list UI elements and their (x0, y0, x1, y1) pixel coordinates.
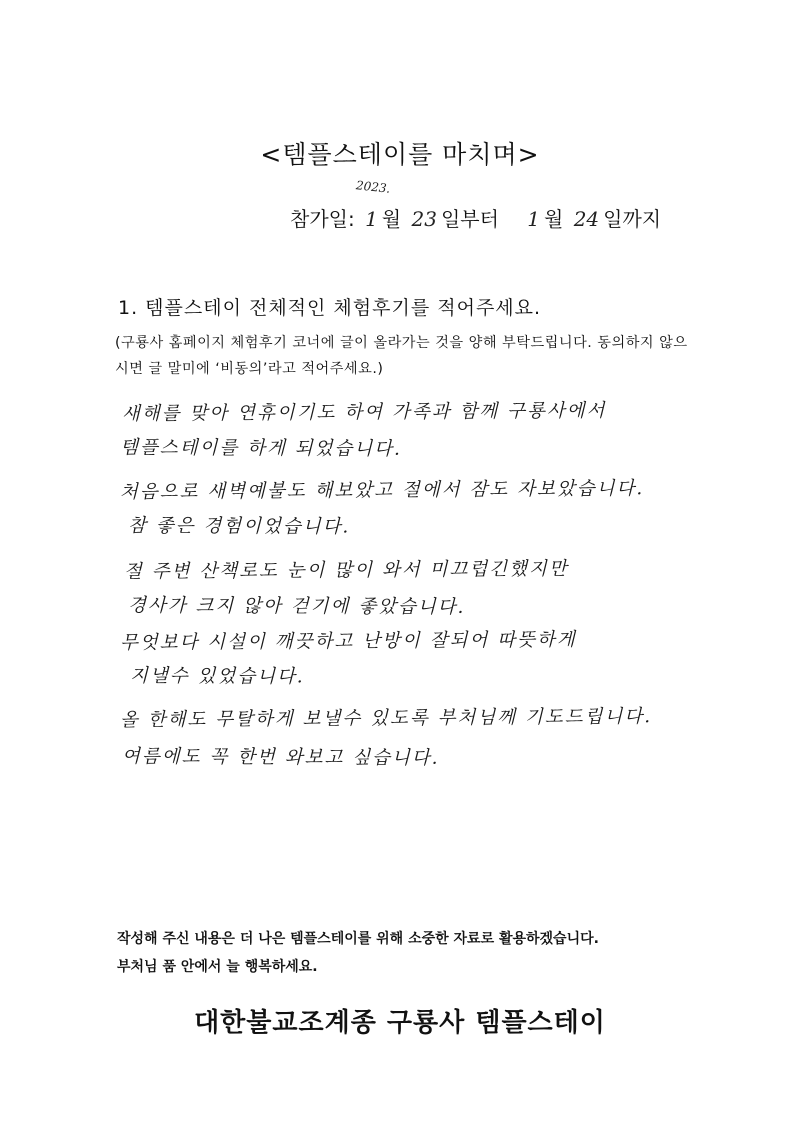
review-line: 템플스테이를 하게 되었습니다. (119, 437, 403, 460)
page-title: <템플스테이를 마치며> (260, 140, 540, 169)
review-line: 경사가 크지 않아 걷기에 좋았습니다. (127, 595, 466, 618)
footer-notice: 작성해 주신 내용은 더 나은 템플스테이를 위해 소중한 자료로 활용하겠습니다. (117, 931, 599, 947)
question-heading: 1. 템플스테이 전체적인 체험후기를 적어주세요. (118, 297, 542, 319)
question-note: (구룡사 홈페이지 체험후기 코너에 글이 올라가는 것을 양해 부탁드립니다. 동의하지 않으시면 글 말미에 ‘비동의’라고 적어주세요.) (115, 335, 688, 377)
end-month: 1 (527, 207, 540, 231)
review-line: 절 주변 산책로도 눈이 많이 와서 미끄럽긴했지만 (123, 558, 569, 583)
organization-name: 대한불교조계종 구룡사 템플스테이 (194, 1008, 606, 1038)
review-line: 올 한해도 무탈하게 보낼수 있도록 부처님께 기도드립니다. (119, 706, 653, 731)
start-month-unit: 월 (381, 207, 402, 231)
handwritten-year: 2023. (355, 178, 391, 196)
review-line: 지낼수 있었습니다. (129, 665, 305, 688)
review-line: 무엇보다 시설이 깨끗하고 난방이 잘되어 따뜻하게 (119, 629, 577, 654)
participation-label: 참가일: (290, 207, 355, 231)
start-month: 1 (365, 207, 378, 231)
until-text: 일까지 (603, 207, 662, 231)
review-line: 여름에도 꼭 한번 와보고 싶습니다. (121, 746, 440, 769)
review-line: 처음으로 새벽예불도 해보았고 절에서 잠도 자보았습니다. (119, 478, 645, 503)
end-day: 24 (573, 207, 600, 231)
end-month-unit: 월 (544, 207, 564, 231)
footer-blessing: 부처님 품 안에서 늘 행복하세요. (117, 959, 318, 975)
participation-dates (290, 203, 661, 232)
review-line: 새해를 맞아 연휴이기도 하여 가족과 함께 구룡사에서 (121, 400, 607, 425)
from-text: 일부터 (440, 207, 499, 231)
review-line: 참 좋은 경험이었습니다. (127, 515, 351, 538)
start-day: 23 (411, 207, 437, 231)
